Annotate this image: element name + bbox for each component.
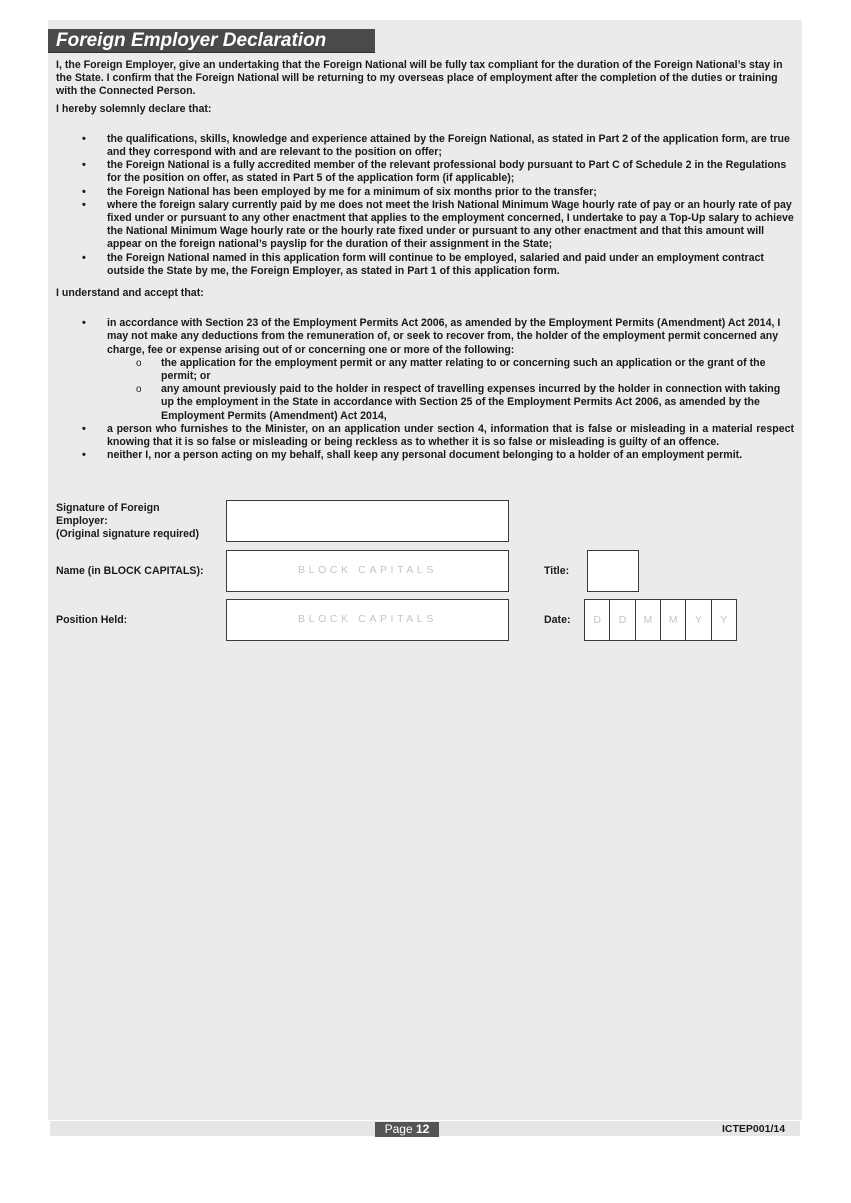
page-number: 12 [416, 1122, 430, 1136]
name-label: Name (in BLOCK CAPITALS): [56, 565, 204, 577]
declaration-text [56, 59, 794, 462]
document-code: ICTEP001/14 [722, 1123, 786, 1135]
date-month-cell[interactable]: M [635, 599, 661, 641]
date-field [584, 599, 742, 641]
declaration-list [56, 133, 794, 278]
declaration-item: • the Foreign National named in this application form will continue to be employed, salaried and paid under an employment contract outside the State by me, the Foreign Employer, as stated in Part 1 of this application form. [56, 252, 794, 278]
understand-item: • a person who furnishes to the Minister, on an application under section 4, information that is false or misleading in a material respect knowing that it is so false or misleading or being reckless as to whether it is so false or misleading is guilty of an offence. [56, 423, 794, 449]
date-year-cell[interactable]: Y [711, 599, 737, 641]
declaration-item: • the Foreign National has been employed by me for a minimum of six months prior to the transfer; [56, 186, 794, 199]
signature-label-line: (Original signature required) [56, 528, 200, 540]
name-placeholder: BLOCK CAPITALS [298, 564, 437, 576]
date-day-cell[interactable]: D [584, 599, 610, 641]
title-label: Title: [544, 565, 570, 577]
signature-label-line: Employer: [56, 515, 108, 527]
declaration-item: • the qualifications, skills, knowledge and experience attained by the Foreign National, as stated in Part 2 of the application form, are true and they correspond with and are relevant to the position on offer; [56, 133, 794, 159]
position-field[interactable] [226, 599, 509, 641]
undertaking-paragraph: I, the Foreign Employer, give an undertaking that the Foreign National will be fully tax compliant for the duration of the Foreign National’s stay in the State. I confirm that the Foreign National will be returning to my overseas place of employment after the completion of the duties or training with the Connected Person. [56, 59, 783, 98]
understand-list [56, 317, 794, 462]
page-indicator [375, 1122, 439, 1137]
signature-label [56, 502, 199, 541]
title-field[interactable] [587, 550, 639, 592]
understand-item: • neither I, nor a person acting on my behalf, shall keep any personal document belonging to a holder of an employment permit. [56, 449, 794, 462]
signature-label-line: Signature of Foreign [56, 502, 160, 514]
date-year-cell[interactable]: Y [685, 599, 711, 641]
declare-intro: I hereby solemnly declare that: [56, 102, 212, 115]
understand-sublist [56, 357, 794, 423]
date-month-cell[interactable]: M [660, 599, 686, 641]
understand-subitem: o any amount previously paid to the holder in respect of travelling expenses incurred by the holder in connection with taking up the employment in the State in accordance with Section 25 of the Employment Permits Act 2006, as amended by the Employment Permits (Amendment) Act 2014, [56, 383, 794, 423]
position-placeholder: BLOCK CAPITALS [298, 613, 437, 625]
understand-subitem: o the application for the employment permit or any matter relating to or concerning such an application or the grant of the permit; or [56, 357, 794, 383]
position-label: Position Held: [56, 614, 128, 626]
section-title: Foreign Employer Declaration [56, 30, 327, 51]
declaration-item: • where the foreign salary currently paid by me does not meet the Irish National Minimum Wage hourly rate of pay or an hourly rate of pay fixed under or pursuant to any other enactment that applies to the employment concerned, I undertake to pay a Top-Up salary to achieve the National Minimum Wage hourly rate or the hourly rate fixed under or pursuant to any other enactment and that this amount will appear on the foreign national’s payslip for the duration of their assignment in the State; [56, 199, 794, 252]
understand-item [56, 317, 794, 423]
declaration-item: • the Foreign National is a fully accredited member of the relevant professional body pursuant to Part C of Schedule 2 in the Regulations for the position on offer, as stated in Part 5 of the application form (if applicable); [56, 159, 794, 185]
understand-intro: I understand and accept that: [56, 287, 204, 300]
date-label: Date: [544, 614, 571, 626]
section-header [48, 29, 375, 53]
understand-item-text: in accordance with Section 23 of the Employment Permits Act 2006, as amended by the Employment Permits (Amendment) Act 2014, I may not make any deductions from the remuneration of, or seek to recover from, the holder of the employment permit concerned any charge, fee or expense arising out of or concerning one or more of the following: [107, 317, 781, 356]
name-field[interactable] [226, 550, 509, 592]
page-word: Page [384, 1122, 413, 1136]
signature-field[interactable] [226, 500, 509, 542]
date-day-cell[interactable]: D [609, 599, 635, 641]
